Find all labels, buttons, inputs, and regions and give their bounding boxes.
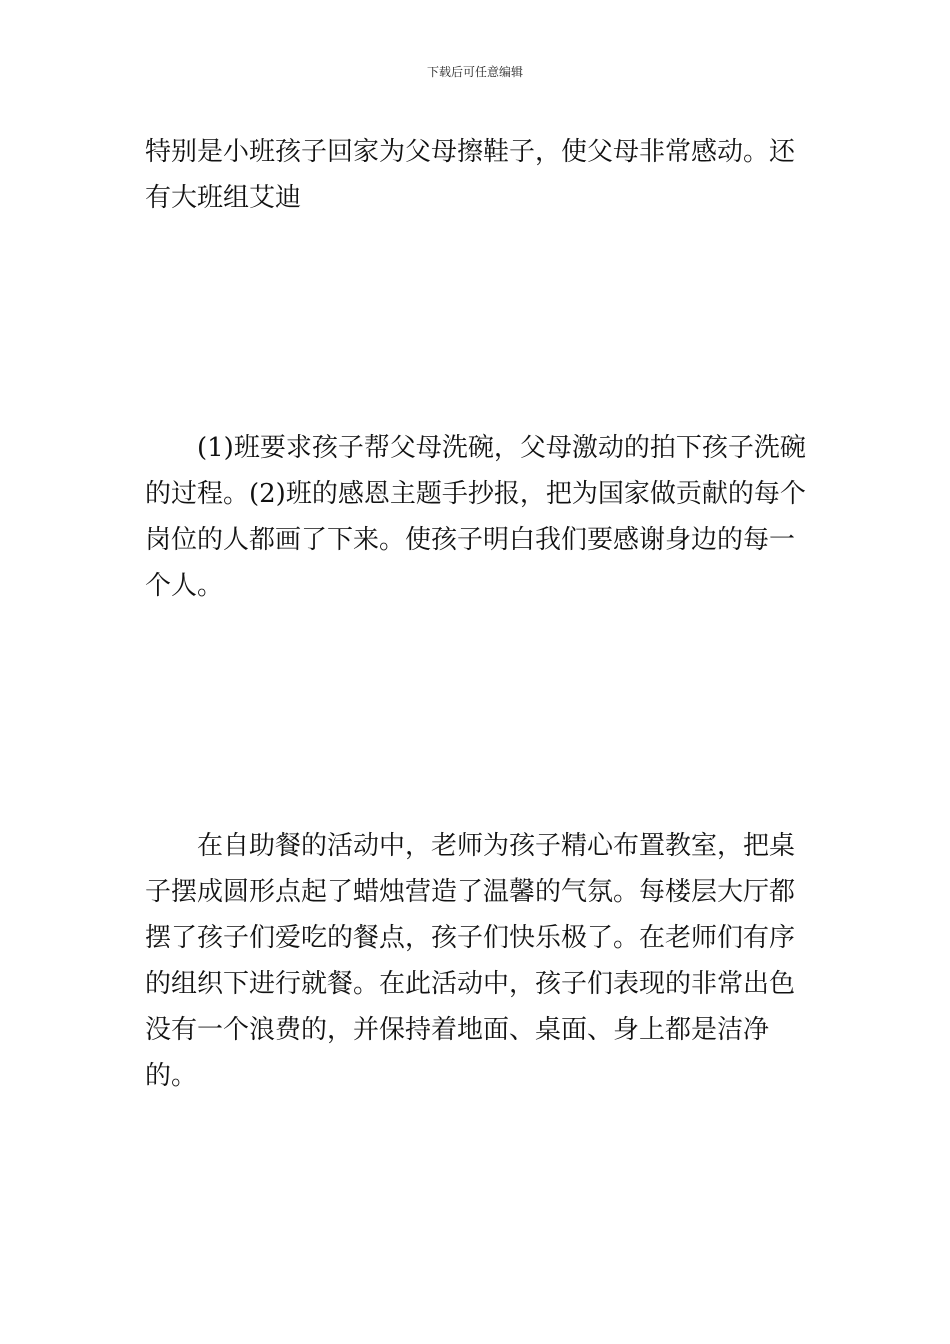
paragraph-1: 特别是小班孩子回家为父母擦鞋子，使父母非常感动。还有大班组艾迪 bbox=[145, 137, 796, 213]
paragraph-3: 在自助餐的活动中，老师为孩子精心布置教室，把桌子摆成圆形点起了蜡烛营造了温馨的气氛。每楼层大厅都摆了孩子们爱吃的餐点，孩子们快乐极了。在老师们有序的组织下进行就餐。在此活动中，孩子们表现的非常出色没有一个浪费的，并保持着地面、桌面、身上都是洁净的。 bbox=[145, 831, 796, 1091]
paragraph-2: (1)班要求孩子帮父母洗碗，父母激动的拍下孩子洗碗的过程。(2)班的感恩主题手抄报，把为国家做贡献的每个岗位的人都画了下来。使孩子明白我们要感谢身边的每一个人。 bbox=[145, 433, 806, 601]
page-header-note: 下载后可任意编辑 bbox=[426, 65, 523, 79]
